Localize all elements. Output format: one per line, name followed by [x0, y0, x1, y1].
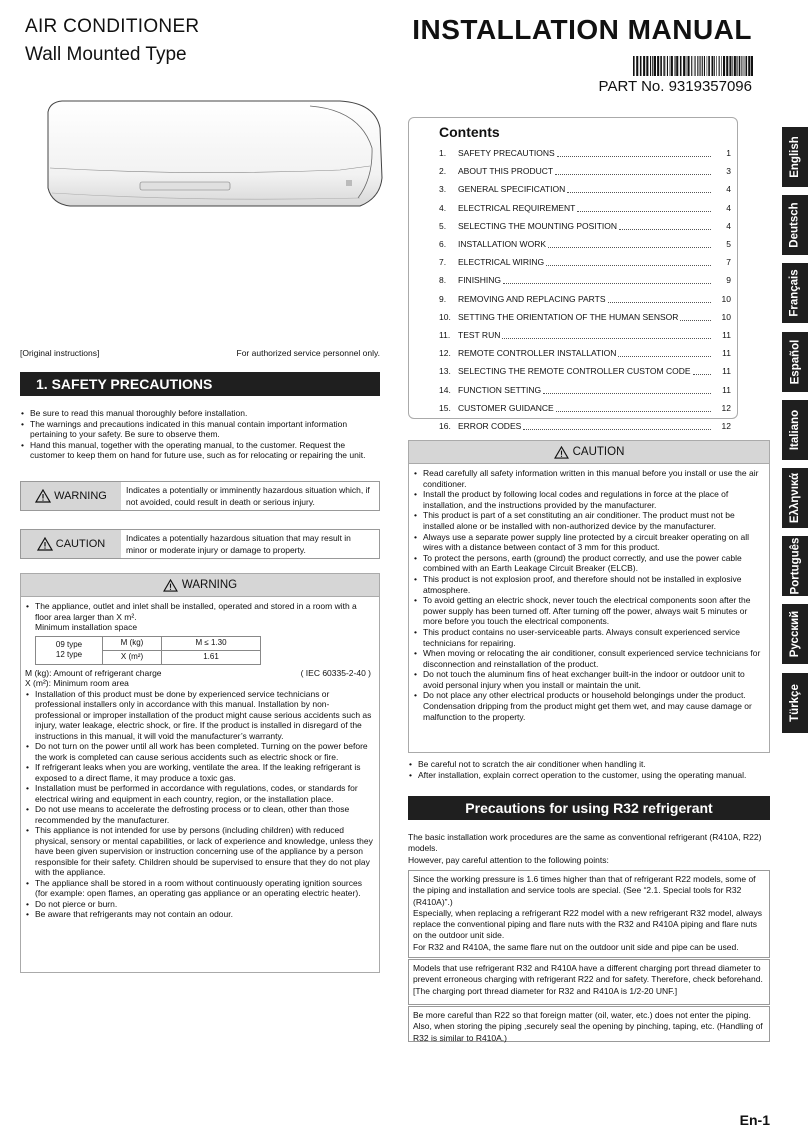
original-instructions-note: [Original instructions]	[20, 348, 100, 358]
language-tab[interactable]	[782, 536, 808, 596]
list-item: • This product is part of a set constituting an air conditioner. The product must not be installed alone or be installed with non-authorized device by the manufacturer.	[413, 510, 765, 531]
r32-box-charging-port: Models that use refrigerant R32 and R410A have a different charging port thread diameter to prevent erroneous charging with refrigerant R22 and for safety. Therefore, check beforehand. [The charging port thread diameter for R32 and R410A is 1/2-20 UNF.]	[408, 959, 770, 1005]
toc-leader	[543, 386, 711, 394]
list-item: • Install the product by following local codes and regulations in force at the place of installation, and the instructions provided by the manufacturer.	[413, 489, 765, 510]
caution-label-cell	[21, 530, 121, 558]
language-tab[interactable]	[782, 468, 808, 528]
toc-item[interactable]	[439, 162, 731, 180]
toc-leader	[557, 149, 711, 157]
toc-page: 7	[726, 257, 731, 268]
r32-intro-text-2: However, pay careful attention to the following points:	[408, 854, 609, 865]
toc-item[interactable]	[439, 399, 731, 417]
warning-box-title: WARNING	[181, 579, 238, 591]
barcode-bar	[734, 56, 736, 76]
after-caution-notes	[408, 759, 770, 781]
language-tab-label: Русский	[789, 611, 801, 658]
toc-page: 12	[721, 402, 731, 413]
toc-item[interactable]	[439, 326, 731, 344]
list-item: • Do not touch the aluminum fins of heat exchanger built-in the indoor or outdoor unit to avoid personal injury when you install or maintain the unit.	[413, 669, 765, 690]
warning-box-header	[21, 574, 379, 597]
m-note: M (kg): Amount of refrigerant charge	[25, 667, 162, 678]
toc-leader	[556, 404, 711, 412]
list-item: • Read carefully all safety information written in this manual before you install or use the air conditioner.	[413, 468, 765, 489]
list-item: • After installation, explain correct operation to the customer, using the operating manual.	[408, 770, 770, 781]
air-conditioner-illustration	[40, 98, 385, 213]
barcode-bar	[691, 56, 692, 76]
toc-label: SELECTING THE MOUNTING POSITION	[458, 220, 617, 231]
toc-page: 3	[726, 166, 731, 177]
barcode-bar	[748, 56, 750, 76]
caution-box-header	[409, 441, 769, 464]
toc-label: ELECTRICAL REQUIREMENT	[458, 202, 576, 213]
toc-number: 10.	[439, 311, 451, 322]
list-item: • Be careful not to scratch the air conditioner when handling it.	[408, 759, 770, 770]
toc-item[interactable]	[439, 380, 731, 398]
caution-definition	[20, 529, 380, 559]
caution-box-title: CAUTION	[572, 446, 625, 458]
toc-item[interactable]	[439, 199, 731, 217]
list-item: • To avoid getting an electric shock, never touch the electrical components soon after the power supply has been turned off. After turning off the power, always wait 5 minutes or more before you touch the electrical components.	[413, 595, 765, 627]
toc-leader	[523, 422, 711, 430]
barcode-bar	[640, 56, 642, 76]
toc-page: 10	[721, 293, 731, 304]
toc-list	[439, 144, 731, 435]
barcode-bar	[739, 56, 741, 76]
toc-number: 16.	[439, 420, 451, 431]
toc-number: 14.	[439, 384, 451, 395]
list-item: • When moving or relocating the air conditioner, consult experienced service technicians for disconnection and reinstallation of the product.	[413, 648, 765, 669]
caution-label: CAUTION	[55, 538, 106, 550]
barcode-bar	[741, 56, 742, 76]
barcode-bar	[721, 56, 722, 76]
caution-definition-text: Indicates a potentially hazardous situation that may result in minor or moderate injury or damage to property.	[126, 533, 351, 555]
barcode-bar	[729, 56, 731, 76]
toc-leader	[548, 240, 711, 248]
barcode-bar	[700, 56, 701, 76]
list-item: • Do not place any other electrical products or household belongings under the product. Condensation dripping from the product might get them wet, and may cause damage or malfunction to the property.	[413, 690, 765, 722]
barcode-bar	[702, 56, 703, 76]
barcode-bar	[660, 56, 662, 76]
list-item: • Be aware that refrigerants may not contain an odour.	[25, 909, 375, 920]
table-cell: M ≤ 1.30	[162, 636, 261, 650]
barcode-bar	[694, 56, 695, 76]
toc-item[interactable]	[439, 144, 731, 162]
toc-leader	[502, 331, 711, 339]
barcode-bar	[675, 56, 676, 76]
toc-number: 15.	[439, 402, 451, 413]
language-tab-label: Português	[789, 537, 801, 595]
warning-triangle-icon	[35, 489, 51, 503]
toc-item[interactable]	[439, 180, 731, 198]
toc-label: SELECTING THE REMOTE CONTROLLER CUSTOM CODE	[458, 366, 691, 377]
toc-item[interactable]	[439, 290, 731, 308]
toc-item[interactable]	[439, 362, 731, 380]
list-item: • Be sure to read this manual thoroughly before installation.	[20, 408, 380, 419]
toc-number: 4.	[439, 202, 447, 213]
caution-box	[408, 440, 770, 753]
toc-page: 11	[722, 348, 731, 359]
barcode-bar	[712, 56, 714, 76]
toc-label: INSTALLATION WORK	[458, 239, 547, 250]
language-tab[interactable]	[782, 673, 808, 733]
toc-leader	[567, 185, 711, 193]
page-number: En-1	[739, 1112, 770, 1128]
language-tab[interactable]	[782, 127, 808, 187]
section-title-safety: 1. SAFETY PRECAUTIONS	[20, 372, 380, 396]
toc-leader	[693, 367, 711, 375]
contents-title: Contents	[439, 124, 500, 140]
barcode-bar	[714, 56, 715, 76]
warning-definition-text: Indicates a potentially or imminently hazardous situation which, if not avoided, could result in death or serious injury.	[126, 485, 370, 507]
language-tab[interactable]	[782, 400, 808, 460]
toc-page: 4	[726, 184, 731, 195]
toc-label: REMOVING AND REPLACING PARTS	[458, 293, 606, 304]
barcode-bar	[751, 56, 753, 76]
toc-leader	[555, 167, 711, 175]
iec-note: ( IEC 60335-2-40 )	[300, 667, 371, 678]
toc-label: CUSTOMER GUIDANCE	[458, 402, 554, 413]
toc-item[interactable]	[439, 271, 731, 289]
toc-page: 11	[722, 329, 731, 340]
list-item: • The appliance, outlet and inlet shall be installed, operated and stored in a room with a floor area larger than X m².	[25, 601, 375, 622]
warning-label-cell	[21, 482, 121, 510]
toc-page: 4	[726, 202, 731, 213]
list-item: • The appliance shall be stored in a room without continuously operating ignition sources (for example: open flames, an operating gas appliance or an operating electric heater).	[25, 878, 375, 899]
list-item: • The warnings and precautions indicated in this manual contain important information pertaining to your safety. Be sure to observe them.	[20, 419, 380, 440]
toc-number: 12.	[439, 348, 451, 359]
toc-number: 13.	[439, 366, 451, 377]
barcode-bar	[723, 56, 725, 76]
r32-box-foreign-matter: Be more careful than R22 so that foreign matter (oil, water, etc.) does not enter the piping. Also, when storing the piping ,securely seal the opening by pinching, taping, etc. (Handling of R32 is similar to R410A.)	[408, 1006, 770, 1042]
toc-page: 11	[722, 384, 731, 395]
r32-box-text: Since the working pressure is 1.6 times higher than that of refrigerant R22 models, some of the piping and installation and service tools are special. (See “2.1. Special tools for R32 (R410A)”.)	[413, 874, 756, 907]
product-name: AIR CONDITIONER	[25, 16, 200, 37]
toc-number: 5.	[439, 220, 447, 231]
barcode-bar	[708, 56, 710, 76]
toc-item[interactable]	[439, 235, 731, 253]
toc-page: 5	[726, 239, 731, 250]
toc-label: ABOUT THIS PRODUCT	[458, 166, 554, 177]
toc-label: FINISHING	[458, 275, 501, 286]
r32-intro	[408, 832, 770, 866]
barcode-bar	[697, 56, 698, 76]
toc-label: ERROR CODES	[458, 420, 522, 431]
r32-box-pressure	[408, 870, 770, 958]
product-type: Wall Mounted Type	[25, 44, 187, 65]
caution-list	[413, 468, 765, 722]
toc-leader	[546, 258, 711, 266]
toc-page: 4	[726, 220, 731, 231]
part-number: PART No. 9319357096	[598, 78, 752, 95]
toc-label: SAFETY PRECAUTIONS	[458, 148, 555, 159]
barcode-bar	[652, 56, 653, 76]
min-space-label: Minimum installation space	[35, 622, 138, 632]
list-item: • This product contains no user-serviceable parts. Always consult experienced service technicians for repairing.	[413, 627, 765, 648]
barcode-bar	[643, 56, 645, 76]
table-cell: 1.61	[162, 650, 261, 664]
barcode-bar	[646, 56, 648, 76]
list-item: • If refrigerant leaks when you are working, ventilate the area. If the leaking refrigerant is exposed to a direct flame, it may produce a toxic gas.	[25, 762, 375, 783]
barcode-bar	[683, 56, 685, 76]
list-item: • Installation must be performed in accordance with regulations, codes, or standards for electrical wiring and equipment in each country, region, or the installation place.	[25, 783, 375, 804]
barcode-bar	[746, 56, 748, 76]
warning-label: WARNING	[54, 490, 107, 502]
barcode-bar	[707, 56, 708, 76]
barcode-bar	[650, 56, 651, 76]
toc-label: REMOTE CONTROLLER INSTALLATION	[458, 348, 617, 359]
toc-number: 2.	[439, 166, 447, 177]
list-item: • Do not use means to accelerate the defrosting process or to clean, other than those recommended by the manufacturer.	[25, 804, 375, 825]
toc-item[interactable]	[439, 344, 731, 362]
list-item: • This product is not explosion proof, and therefore should not be installed in explosive atmosphere.	[413, 574, 765, 595]
toc-item[interactable]	[439, 417, 731, 435]
r32-section-title: Precautions for using R32 refrigerant	[408, 796, 770, 820]
toc-page: 12	[721, 420, 731, 431]
barcode-bar	[719, 56, 720, 76]
barcode-image	[633, 56, 753, 76]
toc-leader	[608, 295, 711, 303]
table-cell: X (m²)	[103, 650, 162, 664]
toc-leader	[619, 222, 711, 230]
toc-label: FUNCTION SETTING	[458, 384, 542, 395]
warning-triangle-icon	[163, 579, 178, 592]
barcode-bar	[671, 56, 673, 76]
table-cell: 09 type 12 type	[36, 636, 103, 664]
toc-number: 9.	[439, 293, 447, 304]
barcode-bar	[716, 56, 717, 76]
barcode-bar	[663, 56, 664, 76]
barcode-bar	[654, 56, 656, 76]
language-tab[interactable]	[782, 604, 808, 664]
language-tab-label: English	[789, 136, 801, 178]
table-cell: M (kg)	[103, 636, 162, 650]
barcode-bar	[676, 56, 678, 76]
toc-leader	[503, 276, 711, 284]
toc-label: GENERAL SPECIFICATION	[458, 184, 566, 195]
barcode-bar	[680, 56, 682, 76]
language-tab-label: Español	[789, 339, 802, 384]
language-tab[interactable]	[782, 332, 808, 392]
toc-label: ELECTRICAL WIRING	[458, 257, 545, 268]
barcode-bar	[667, 56, 668, 76]
list-item: • This appliance is not intended for use by persons (including children) with reduced physical, sensory or mental capabilities, or lack of experience and knowledge, unless they have been given supervision or instruction concerning use of the appliance by a person responsible for their safety. Children should be supervised to ensure that they do not play with the appliance.	[25, 825, 375, 878]
barcode-bar	[695, 56, 696, 76]
barcode-bar	[686, 56, 687, 76]
barcode-bar	[743, 56, 744, 76]
toc-leader	[577, 204, 711, 212]
toc-item[interactable]	[439, 308, 731, 326]
barcode-bar	[732, 56, 733, 76]
toc-number: 8.	[439, 275, 447, 286]
barcode-bar	[737, 56, 738, 76]
toc-leader	[680, 313, 711, 321]
x-note: X (m²): Minimum room area	[25, 678, 129, 688]
barcode-bar	[657, 56, 659, 76]
barcode-bar	[664, 56, 665, 76]
authorized-note: For authorized service personnel only.	[236, 348, 380, 358]
r32-intro-text: The basic installation work procedures are the same as conventional refrigerant (R410A, R22) models.	[408, 832, 762, 854]
min-space-table	[35, 636, 261, 665]
toc-number: 7.	[439, 257, 447, 268]
barcode-bar	[636, 56, 638, 76]
toc-page: 11	[722, 366, 731, 377]
toc-leader	[618, 349, 711, 357]
toc-page: 10	[721, 311, 731, 322]
barcode-bar	[704, 56, 705, 76]
language-tab[interactable]	[782, 195, 808, 255]
toc-page: 1	[726, 148, 731, 159]
barcode-bar	[726, 56, 728, 76]
list-item: • To protect the persons, earth (ground) the product correctly, and use the power cable combined with an Earth Leakage Circuit Breaker (ELCB).	[413, 553, 765, 574]
language-tab[interactable]	[782, 263, 808, 323]
safety-intro	[20, 408, 380, 461]
r32-box-text: For R32 and R410A, the same flare nut on the outdoor unit side and pipe can be used.	[413, 941, 739, 952]
caution-triangle-icon	[37, 537, 53, 551]
toc-number: 1.	[439, 148, 447, 159]
caution-triangle-icon	[554, 446, 569, 459]
manual-title: INSTALLATION MANUAL	[412, 14, 752, 45]
warning-definition	[20, 481, 380, 511]
toc-number: 11.	[439, 329, 451, 340]
language-tab-label: Türkçe	[789, 683, 801, 722]
list-item: • Always use a separate power supply line protected by a circuit breaker operating on all wires with a distance between contact of 3 mm for this product.	[413, 532, 765, 553]
barcode-bar	[670, 56, 671, 76]
toc-item[interactable]	[439, 253, 731, 271]
language-tab-label: Italiano	[789, 409, 802, 450]
language-tab-label: Français	[789, 269, 801, 318]
list-item: • Hand this manual, together with the operating manual, to the customer. Request the customer to keep them on hand for future use, such as for relocating or repairing the unit.	[20, 440, 380, 461]
table-of-contents	[408, 117, 738, 431]
list-item: • Installation of this product must be done by experienced service technicians or professional installers only in accordance with this manual. Installation by non-professional or improper installation of the product might cause serious accidents such as injury, water leakage, electric shock, or fire. If the product is installed in disregard of the instructions in this manual, it will void the manufacturer’s warranty.	[25, 689, 375, 742]
list-item: • Do not turn on the power until all work has been completed. Turning on the power before the work is completed can cause serious accidents such as electric shock or fire.	[25, 741, 375, 762]
toc-number: 6.	[439, 239, 447, 250]
toc-label: SETTING THE ORIENTATION OF THE HUMAN SENSOR	[458, 311, 679, 322]
toc-number: 3.	[439, 184, 447, 195]
toc-item[interactable]	[439, 217, 731, 235]
barcode-bar	[688, 56, 690, 76]
toc-label: TEST RUN	[458, 329, 501, 340]
barcode-bar	[744, 56, 745, 76]
list-item: • Do not pierce or burn.	[25, 899, 375, 910]
language-tab-label: Deutsch	[789, 202, 801, 248]
language-tab-label: Ελληνικά	[789, 472, 801, 524]
barcode-bar	[633, 56, 635, 76]
r32-box-text: Especially, when replacing a refrigerant R22 model with a new refrigerant R32 model, always replace the conventional piping and flare nuts with the R32 and R410A piping and flare nuts on the outdoor unit side.	[413, 907, 762, 941]
warning-box	[20, 573, 380, 973]
toc-page: 9	[726, 275, 731, 286]
